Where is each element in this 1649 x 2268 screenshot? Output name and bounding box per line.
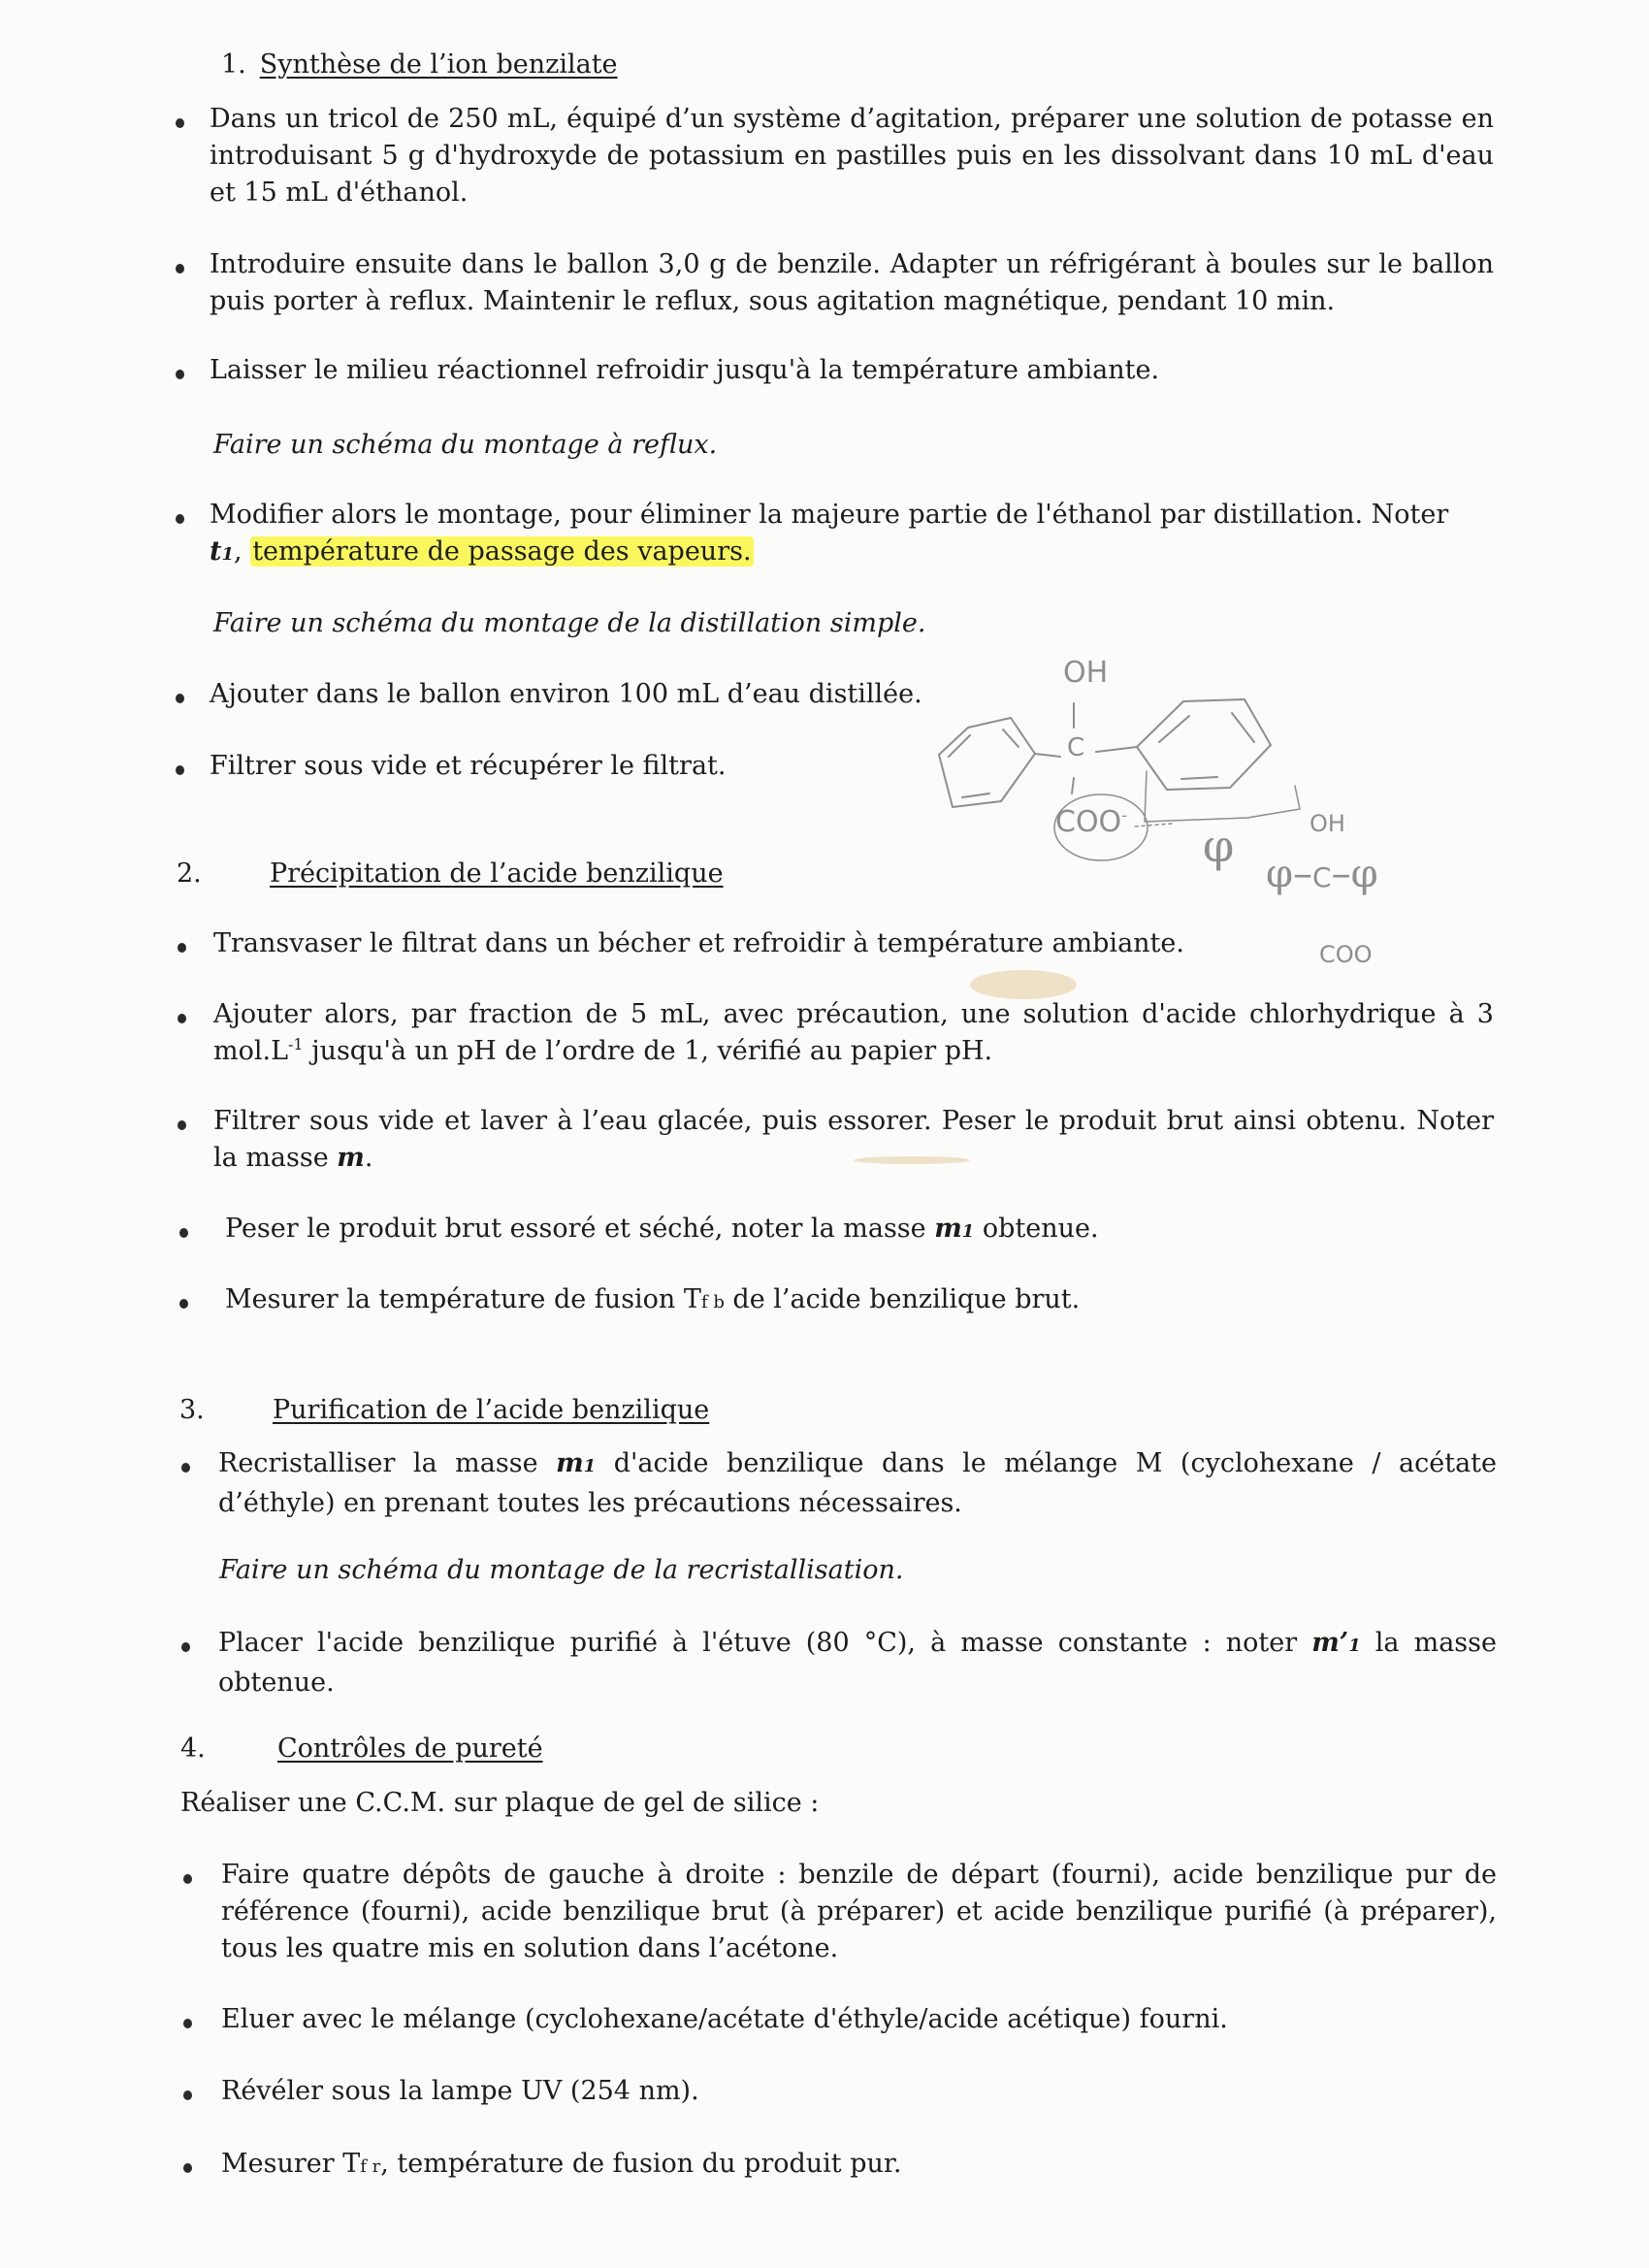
variable-m: m: [337, 1143, 365, 1173]
sketch-formula-small: φ–C–φ: [1266, 852, 1378, 896]
section-1-heading: [221, 47, 618, 83]
variable-m-prime-1: m’1: [1311, 1628, 1361, 1658]
sketch-label-phi: φ: [1203, 820, 1235, 872]
paper-stain: [854, 1156, 970, 1164]
list-item-text: Dans un tricol de 250 mL, équipé d’un système d’agitation, préparer une solution de potasse en introduisant 5 g d'hydroxyde de potassium en pastilles puis en les dissolvant dans 10 mL d'eau et 15 mL d'éthanol.: [210, 104, 1494, 208]
list-item: [221, 2073, 1497, 2110]
list-item-text: Faire quatre dépôts de gauche à droite : benzile de départ (fourni), acide benzilique pur de référence (fourni), acide benzilique brut (à préparer) et acide benzilique purifié (à préparer), tous les quatre mis en solution dans l’acétone.: [221, 1860, 1497, 1963]
list-item-text: Eluer avec le mélange (cyclohexane/acétate d'éthyle/acide acétique) fourni.: [221, 2004, 1228, 2034]
list-item: Mesurer Tf r, température de fusion du produit pur.: [221, 2149, 902, 2179]
list-item: Mesurer la température de fusion Tf b de l’acide benzilique brut.: [225, 1284, 1081, 1314]
bond-right: [1096, 747, 1137, 752]
list-item: [213, 925, 1377, 962]
sketch-label-carbon: C: [1067, 733, 1085, 762]
section-4-title: Contrôles de pureté: [277, 1733, 543, 1764]
list-item: Recristalliser la masse m1 d'acide benzilique dans le mélange M (cyclohexane / acétate d’éthyle) en prenant toutes les précautions nécessaires.: [218, 1448, 1497, 1518]
list-item: [213, 996, 1494, 1070]
list-item: Filtrer sous vide et laver à l’eau glacée, puis essorer. Peser le produit brut ainsi obtenu. Noter la masse m.: [213, 1106, 1494, 1173]
sketch-label-oh: OH: [1063, 656, 1109, 690]
list-item: [221, 2001, 1497, 2038]
section-2-heading: [177, 856, 724, 892]
list-item-text: Laisser le milieu réactionnel refroidir jusqu'à la température ambiante.: [210, 355, 1160, 385]
list-item-text: Mesurer la température de fusion: [225, 1284, 684, 1314]
bullet-icon: [179, 1299, 188, 1309]
phenyl-ring-right-icon: [1137, 699, 1271, 790]
list-item-text: Recristalliser la masse: [218, 1448, 557, 1478]
bullet-icon: [176, 370, 184, 379]
section-1-title: Synthèse de l’ion benzilate: [259, 49, 618, 80]
variable-m1: m1: [934, 1214, 975, 1244]
list-item-text: Ajouter dans le ballon environ 100 mL d’eau distillée.: [210, 679, 922, 709]
list-item: [210, 246, 1494, 320]
instruction-text-content: Faire un schéma du montage à reflux.: [213, 430, 718, 460]
paper-stain: [970, 970, 1077, 999]
bond-bottom: [1072, 778, 1074, 794]
sketch-label-coo: COO-: [1055, 805, 1127, 839]
list-item-text: Filtrer sous vide et récupérer le filtrat.: [210, 751, 727, 781]
list-item-text: Mesurer: [221, 2149, 343, 2179]
bullet-icon: [176, 694, 184, 703]
section-2-number: 2.: [177, 859, 202, 889]
bullet-icon: [183, 2163, 192, 2173]
instruction-text-content: Faire un schéma du montage de la recristallisation.: [219, 1555, 904, 1585]
list-item: Modifier alors le montage, pour éliminer la majeure partie de l'éthanol par distillation. Noter t1, température de passage des vapeurs.: [210, 500, 1449, 567]
instruction-text: [219, 1552, 903, 1589]
section-3-number: 3.: [179, 1395, 205, 1425]
list-item-text: Filtrer sous vide et laver à l’eau glacée, puis essorer. Peser le produit brut ainsi obtenu. Noter la masse: [213, 1106, 1494, 1173]
bullet-icon: [179, 1228, 188, 1238]
list-item: Placer l'acide benzilique purifié à l'étuve (80 °C), à masse constante : noter m’1 la masse obtenue.: [218, 1628, 1497, 1698]
sketch-label-coo-small: COO: [1319, 941, 1373, 968]
phenyl-ring-left-icon: [939, 718, 1035, 807]
section-4-number: 4.: [180, 1733, 206, 1764]
bullet-icon: [181, 1642, 190, 1652]
list-item-text: Transvaser le filtrat dans un bécher et refroidir à température ambiante.: [213, 928, 1184, 958]
list-item-text: Placer l'acide benzilique purifié à l'étuve (80 °C), à masse constante : noter: [218, 1628, 1312, 1658]
bullet-icon: [181, 1463, 190, 1473]
list-item: [210, 352, 1494, 389]
list-item: [210, 101, 1494, 211]
bullet-icon: [178, 1120, 186, 1130]
bullet-icon: [178, 943, 186, 953]
section-4-heading: [180, 1731, 543, 1767]
list-item-text: Introduire ensuite dans le ballon 3,0 g de benzile. Adapter un réfrigérant à boules sur le ballon puis porter à reflux. Maintenir le reflux, sous agitation magnétique, pendant 10 min.: [210, 249, 1494, 316]
variable-t1: t1: [210, 536, 235, 567]
bullet-icon: [176, 264, 184, 274]
list-item-text: Révéler sous la lampe UV (254 nm).: [221, 2076, 699, 2106]
sketch-label-oh-small: OH: [1310, 810, 1345, 837]
section-3-heading: [179, 1392, 709, 1429]
variable-m1: m1: [556, 1448, 597, 1478]
bond-left: [1035, 754, 1060, 757]
bullet-icon: [183, 2019, 192, 2028]
bullet-icon: [176, 514, 184, 524]
symbol-tfb: Tf b: [683, 1284, 725, 1314]
instruction-text-content: Faire un schéma du montage de la distillation simple.: [213, 608, 926, 638]
bullet-icon: [183, 1874, 192, 1884]
list-item-text: Modifier alors le montage, pour éliminer la majeure partie de l'éthanol par distillation. Noter: [210, 500, 1449, 530]
bullet-icon: [183, 2090, 192, 2100]
list-item: Peser le produit brut essoré et séché, noter la masse m1 obtenue.: [225, 1214, 1099, 1244]
instruction-text: [213, 427, 717, 464]
intro-text: Réaliser une C.C.M. sur plaque de gel de silice :: [180, 1788, 820, 1818]
bullet-icon: [178, 1014, 186, 1023]
list-item: [221, 1857, 1497, 1967]
highlighted-text: température de passage des vapeurs.: [252, 536, 752, 567]
section-1-number: 1.: [221, 49, 246, 80]
list-item-text: Peser le produit brut essoré et séché, noter la masse: [225, 1214, 935, 1244]
bullet-icon: [176, 118, 184, 128]
list-item-text: Ajouter alors, par fraction de 5 mL, avec précaution, une solution d'acide chlorhydrique à 3 mol.L: [213, 999, 1494, 1066]
instruction-text: [213, 605, 925, 642]
bracket: [1145, 771, 1300, 822]
section-4-intro: [180, 1785, 819, 1822]
bullet-icon: [176, 765, 184, 775]
superscript: -1: [288, 1035, 304, 1053]
symbol-tfr: Tf r: [342, 2149, 381, 2179]
section-3-title: Purification de l’acide benzilique: [273, 1395, 710, 1425]
section-2-title: Précipitation de l’acide benzilique: [270, 859, 724, 889]
list-item-text: jusqu'à un pH de l’ordre de 1, vérifié au papier pH.: [303, 1036, 993, 1066]
